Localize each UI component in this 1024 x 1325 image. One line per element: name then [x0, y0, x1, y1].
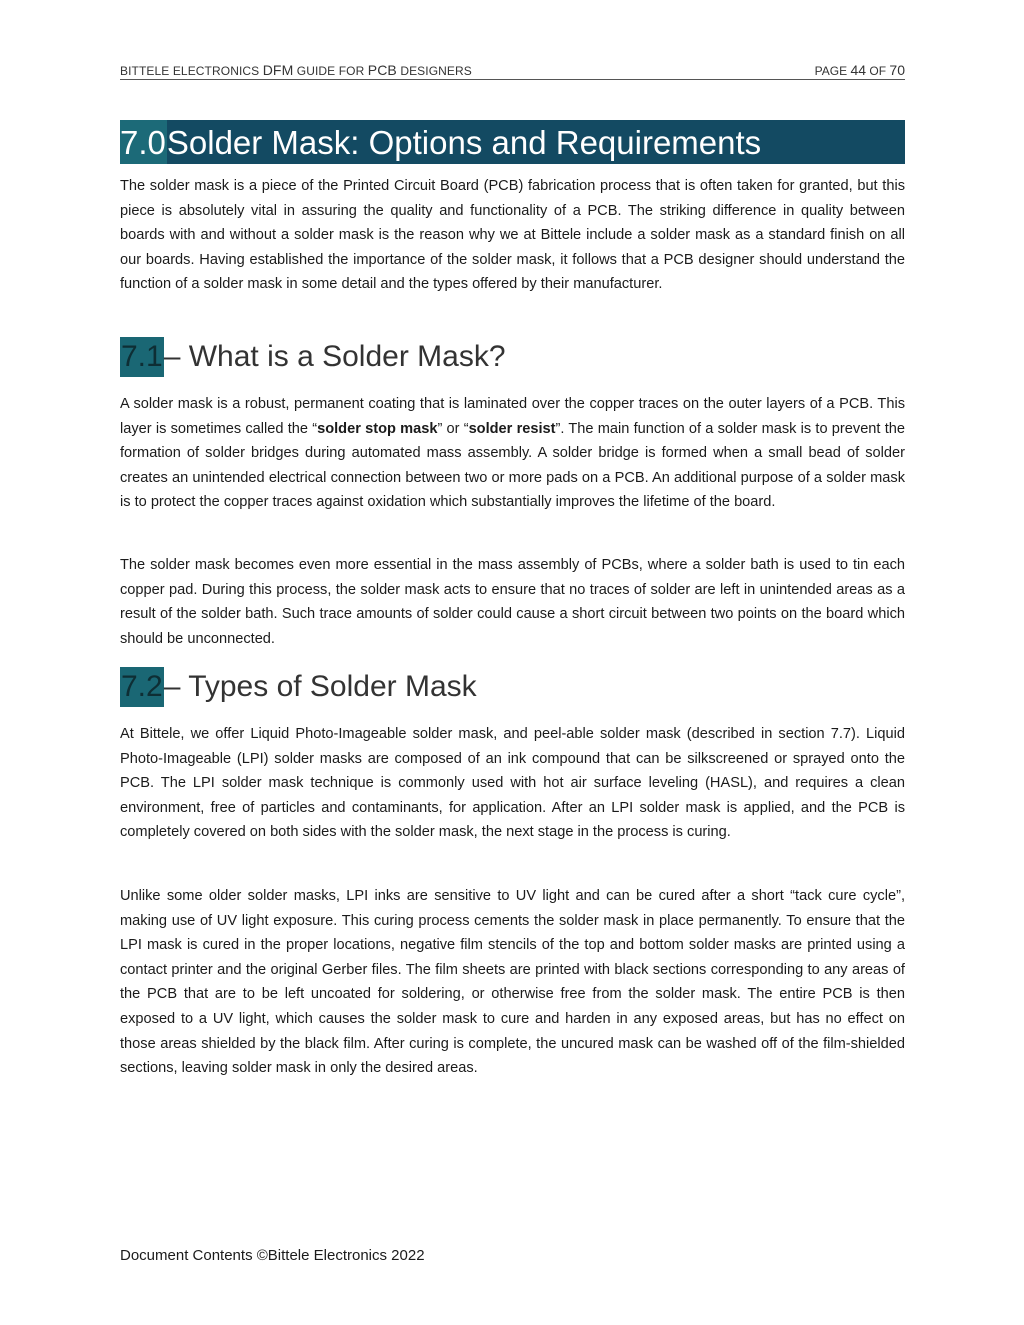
page-number	[815, 62, 905, 78]
section-7-2-number: 7.2	[120, 667, 164, 707]
page-footer: Document Contents ©Bittele Electronics 2022	[120, 1247, 425, 1264]
chapter-title: Solder Mask: Options and Requirements	[166, 124, 762, 161]
text-run: ”. The main function of a solder mask is to prevent the formation of solder bridges during automated mass assembly. A solder bridge is formed when a small bead of solder creates an unintended electrical connection between two or more pads on a PCB. An additional purpose of a solder mask is to protect the copper traces against oxidation which substantially improves the lifetime of the board.	[120, 420, 905, 511]
header-title-guide: GUIDE FOR	[296, 64, 365, 78]
header-title-dfm: DFM	[262, 62, 294, 78]
section-7-2-paragraph-2: Unlike some older solder masks, LPI inks are sensitive to UV light and can be cured after a short “tack cure cycle”, making use of UV light exposure. This curing process cements the solder mask in place permanently. To ensure that the LPI mask is cured in the proper locations, negative film stencils of the top and bottom solder masks are printed using a contact printer and the original Gerber files. The film sheets are printed with black sections corresponding to any areas of the PCB that are to be left uncoated for soldering, or otherwise free from the solder mask. The entire PCB is then exposed to a UV light, which causes the solder mask to cure and harden in any exposed areas, but has no effect on those areas shielded by the black film. After curing is complete, the uncured mask can be washed off of the film-shielded sections, leaving solder mask in only the desired areas.	[120, 888, 905, 1077]
chapter-number: 7.0	[120, 120, 167, 164]
page-total: 70	[889, 62, 905, 78]
chapter-title-bar	[120, 120, 905, 164]
text-run: ” or “	[437, 420, 469, 437]
header-title-designers: DESIGNERS	[400, 64, 472, 78]
section-7-2-title: – Types of Solder Mask	[163, 670, 477, 703]
section-7-2-paragraph-1: At Bittele, we offer Liquid Photo-Imageable solder mask, and peel-able solder mask (described in section 7.7). Liquid Photo-Imageable (LPI) solder masks are composed of an ink compound that can be silkscreened or sprayed onto the PCB. The LPI solder mask technique is commonly used with hot air surface leveling (HASL), and requires a clean environment, free of particles and contaminants, for application. After an LPI solder mask is applied, and the PCB is completely covered on both sides with the solder mask, the next stage in the process is curing.	[120, 726, 905, 841]
section-7-1-heading	[120, 337, 506, 377]
page-of: OF	[869, 64, 887, 78]
document-title	[120, 62, 472, 78]
section-7-1-paragraph-1	[120, 392, 905, 515]
page-label: PAGE	[814, 64, 848, 78]
term-solder-stop-mask: solder stop mask	[317, 420, 438, 437]
document-page	[120, 0, 905, 1325]
header-title-company: BITTELE ELECTRONICS	[120, 64, 260, 78]
header-title-pcb: PCB	[367, 62, 397, 78]
section-7-1-number: 7.1	[120, 337, 164, 377]
chapter-intro-paragraph: The solder mask is a piece of the Printed Circuit Board (PCB) fabrication process that is often taken for granted, but this piece is absolutely vital in assuring the quality and functionality of a PCB. The striking difference in quality between boards with and without a solder mask is the reason why we at Bittele include a solder mask as a standard finish on all our boards. Having established the importance of the solder mask, it follows that a PCB designer should understand the function of a solder mask in some detail and the types offered by their manufacturer.	[120, 178, 905, 293]
section-7-1-paragraph-2: The solder mask becomes even more essential in the mass assembly of PCBs, where a solder bath is used to tin each copper pad. During this process, the solder mask acts to ensure that no traces of solder are left in unintended areas as a result of the solder bath. Such trace amounts of solder could cause a short circuit between two points on the board which should be unconnected.	[120, 557, 905, 647]
term-solder-resist: solder resist	[468, 420, 556, 437]
page-current: 44	[850, 62, 867, 78]
running-header	[120, 61, 905, 80]
section-7-2-heading	[120, 667, 477, 707]
section-7-1-title: – What is a Solder Mask?	[163, 340, 506, 373]
text-run: A solder mask is a robust, permanent coating that is laminated over the copper traces on the outer layers of a PCB. This layer is sometimes called the “	[120, 396, 905, 437]
